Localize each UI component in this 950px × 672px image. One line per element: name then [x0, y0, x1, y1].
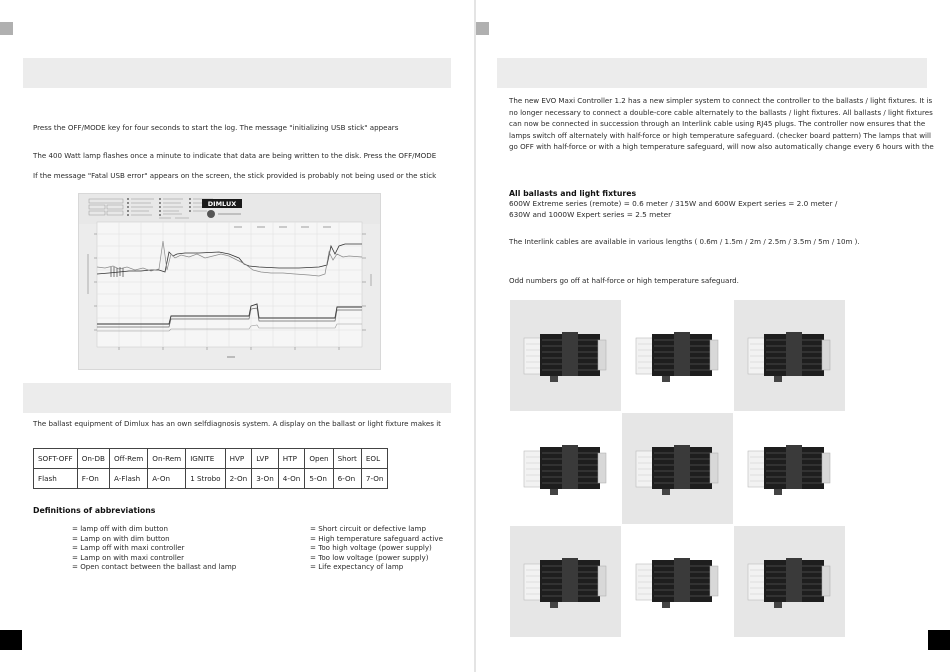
lamp-fixture-icon [734, 300, 845, 411]
definition-item: = Lamp on with maxi controller [72, 552, 185, 562]
cable-length-line-1: 600W Extreme series (remote) = 0.6 meter / 315W and 600W Expert series = 2.0 meter / [509, 199, 838, 208]
lamp-fixture-icon [622, 300, 733, 411]
table-cell: 4-On [278, 469, 305, 489]
lamp-tile-off [510, 413, 621, 524]
lamp-fixture-icon [622, 526, 733, 637]
table-cell: F-On [77, 469, 109, 489]
definition-item: = Lamp off with maxi controller [72, 543, 185, 553]
table-header-cell: Open [305, 449, 333, 469]
ballasts-heading: All ballasts and light fixtures [509, 189, 637, 198]
usb-error-text: If the message "Fatal USB error" appears on the screen, the stick provided is probably not being used or the stick [33, 171, 437, 180]
intro-line: can now be connected in succession through an Interlink cable using RJ45 plugs. The controller now ensures that the [509, 119, 926, 129]
table-header-cell: On-DB [77, 449, 109, 469]
table-header-cell: Short [333, 449, 361, 469]
lamp-tile-off [622, 300, 733, 411]
table-header-row [34, 449, 388, 469]
definition-item: = Open contact between the ballast and lamp [72, 562, 237, 572]
flash-instruction-text: The 400 Watt lamp flashes once a minute to indicate that data are being written to the disk. Press the OFF/MODE [33, 151, 437, 160]
lamp-fixture-icon [734, 413, 845, 524]
table-cell: 3-On [252, 469, 279, 489]
right-page [476, 0, 950, 672]
interlink-lengths-text: The Interlink cables are available in various lengths ( 0.6m / 1.5m / 2m / 2.5m / 3.5m / 5m / 10m ). [509, 237, 860, 246]
lamp-fixture-icon [510, 300, 621, 411]
table-cell: 1 Strobo [186, 469, 225, 489]
table-cell: 7-On [361, 469, 388, 489]
definitions-right-list [310, 524, 443, 572]
table-row [34, 469, 388, 489]
table-header-cell: On-Rem [148, 449, 186, 469]
definitions-heading: Definitions of abbreviations [33, 506, 156, 515]
page-thumb-tab [0, 630, 22, 650]
table-cell: 5-On [305, 469, 333, 489]
table-header-cell: SOFT-OFF [34, 449, 78, 469]
cable-length-line-2: 630W and 1000W Expert series = 2.5 meter [509, 210, 672, 219]
page-corner-marker [0, 22, 13, 35]
table-header-cell: EOL [361, 449, 388, 469]
intro-line: The new EVO Maxi Controller 1.2 has a new simpler system to connect the controller to the ballasts / light fixtures. It is [509, 96, 933, 105]
table-header-cell: HVP [225, 449, 252, 469]
definition-item: = High temperature safeguard active [310, 533, 443, 543]
lamp-fixture-icon [510, 413, 621, 524]
intro-line: no longer necessary to connect a double-core cable alternately to the ballasts / light fixtures. All ballasts / light fixtures [509, 107, 933, 117]
lamp-tile-off [622, 526, 733, 637]
section-header-band [497, 58, 927, 88]
data-log-screenshot [78, 193, 381, 370]
section-header-band [23, 58, 451, 88]
lamp-tile-on [622, 413, 733, 524]
table-cell: A-Flash [109, 469, 147, 489]
definition-item: = Lamp on with dim button [72, 533, 170, 543]
definition-item: = lamp off with dim button [72, 524, 169, 533]
controller-intro-paragraph [509, 95, 934, 153]
definition-item: = Short circuit or defective lamp [310, 524, 426, 533]
lamp-tile-off [734, 413, 845, 524]
left-page [0, 0, 474, 672]
table-header-cell: LVP [252, 449, 279, 469]
lamp-fixture-icon [622, 413, 733, 524]
lamp-tile-on [510, 526, 621, 637]
table-header-cell: HTP [278, 449, 305, 469]
table-cell: A-On [148, 469, 186, 489]
table-header-cell: IGNITE [186, 449, 225, 469]
intro-line: go OFF with half-force or with a high temperature safeguard, will now also automatically change every 6 hours with the [509, 142, 934, 152]
lamp-fixture-icon [510, 526, 621, 637]
table-cell: Flash [34, 469, 78, 489]
selfdiagnosis-text: The ballast equipment of Dimlux has an own selfdiagnosis system. A display on the ballast or light fixture makes it [33, 419, 441, 428]
intro-line: lamps switch off alternately with half-force or high temperature safeguard. (checker board pattern) The lamps that will [509, 130, 931, 140]
definition-item: = Too low voltage (power supply) [310, 552, 429, 562]
definitions-left-list [72, 524, 236, 572]
section-header-band-2 [23, 383, 451, 413]
definition-item: = Too high voltage (power supply) [310, 543, 432, 553]
page-corner-marker [476, 22, 489, 35]
log-instruction-text: Press the OFF/MODE key for four seconds to start the log. The message "initializing USB stick" appears [33, 123, 399, 132]
lamp-tile-on [734, 300, 845, 411]
dimlux-logo: DIMLUX [207, 200, 237, 208]
table-header-cell: Off-Rem [109, 449, 147, 469]
table-cell: 6-On [333, 469, 361, 489]
odd-numbers-text: Odd numbers go off at half-force or high temperature safeguard. [509, 276, 739, 285]
definition-item: = Life expectancy of lamp [310, 562, 404, 572]
page-thumb-tab [928, 630, 950, 650]
error-code-table [33, 448, 388, 489]
lamp-tile-on [510, 300, 621, 411]
dimlux-emblem-icon [207, 210, 215, 218]
data-log-graph [79, 194, 380, 369]
lamp-tile-on [734, 526, 845, 637]
lamp-fixture-icon [734, 526, 845, 637]
table-cell: 2-On [225, 469, 252, 489]
